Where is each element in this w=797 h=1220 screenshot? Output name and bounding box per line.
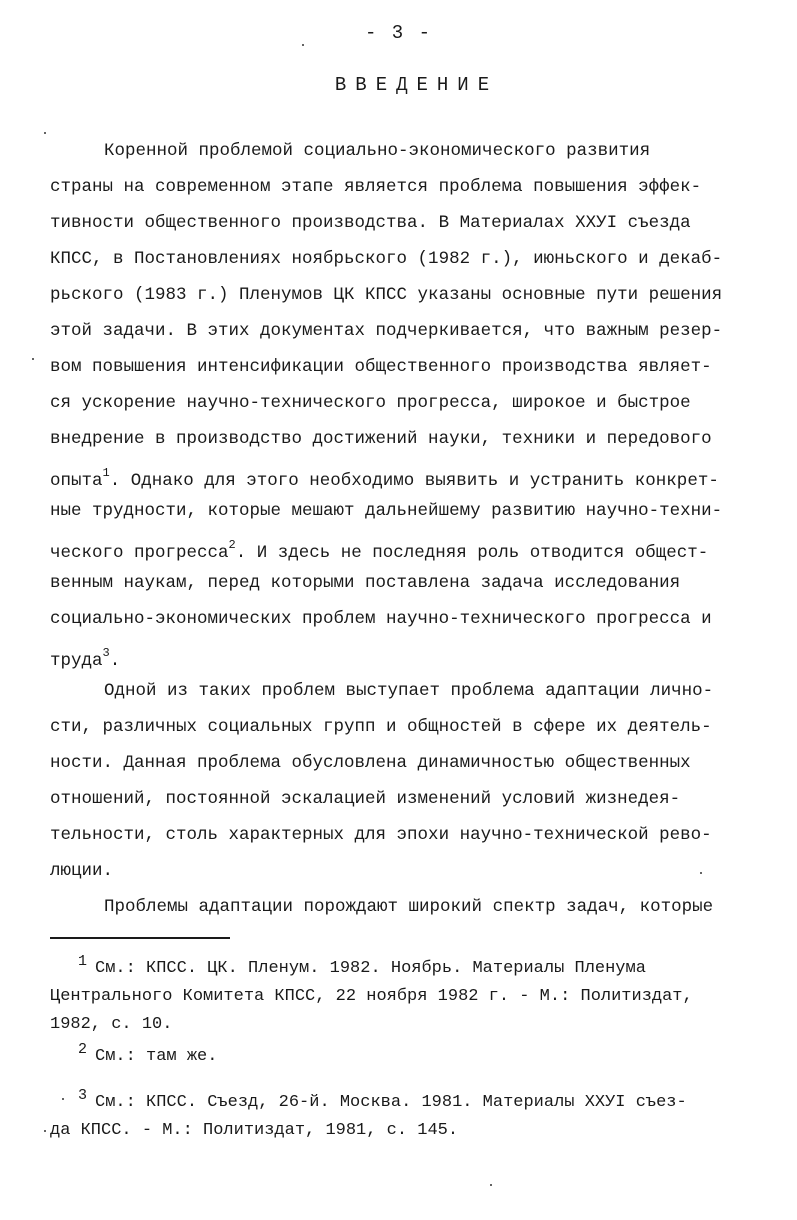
body-line: Проблемы адаптации порождают широкий спектр задач, которые [104,897,714,917]
body-line: социально-экономических проблем научно-технического прогресса и [50,609,712,629]
body-line [50,644,121,671]
footnote-line: да КПСС. - М.: Политиздат, 1981, с. 145. [50,1121,459,1140]
footnote-ref: 3 [102,646,110,660]
footnote-line [78,1087,687,1114]
body-line: сти, различных социальных групп и общностей в сфере их деятель- [50,717,712,737]
body-line: Коренной проблемой социально-экономического развития [104,141,651,161]
body-text: ческого прогресса [50,542,229,563]
scan-speck [62,1098,64,1100]
body-line: рьского (1983 г.) Пленумов ЦК КПСС указаны основные пути решения [50,285,723,305]
scan-speck [700,872,702,874]
footnote-line [78,953,646,980]
body-line: страны на современном этапе является проблема повышения эффек- [50,177,702,197]
body-line: Одной из таких проблем выступает проблема адаптации лично- [104,681,714,701]
scan-speck [44,132,46,134]
footnote-text: См.: КПСС. Съезд, 26-й. Москва. 1981. Материалы XXУI съез- [95,1093,687,1112]
body-text: опыта [50,470,103,491]
footnote-line: 1982, с. 10. [50,1015,173,1034]
footnote-ref: 2 [228,538,236,552]
page-number: - 3 - [364,22,432,44]
body-text: . [109,650,121,671]
body-line: этой задачи. В этих документах подчеркивается, что важным резер- [50,321,723,341]
footnote-mark: 2 [78,1041,88,1058]
footnote-line: Центрального Комитета КПСС, 22 ноября 1982 г. - М.: Политиздат, [50,987,693,1006]
scan-speck [44,1130,46,1132]
body-text: . И здесь не последняя роль отводится общест- [235,542,709,563]
body-line: внедрение в производство достижений науки, техники и передового [50,429,712,449]
scan-speck [302,44,304,46]
body-text: . Однако для этого необходимо выявить и устранить конкрет- [109,470,719,491]
body-line [50,536,709,563]
body-line: вом повышения интенсификации общественного производства являет- [50,357,712,377]
body-line: ные трудности, которые мешают дальнейшему развитию научно-техни- [50,501,723,521]
body-line: венным наукам, перед которыми поставлена задача исследования [50,573,681,593]
body-text: труда [50,650,103,671]
scan-speck [32,358,34,360]
body-line: люции. [50,861,114,881]
footnote-line [78,1041,218,1068]
body-line: тивности общественного производства. В Материалах XXУI съезда [50,213,691,233]
body-line: отношений, постоянной эскалацией изменений условий жизнедея- [50,789,681,809]
section-heading: ВВЕДЕНИЕ [334,74,499,96]
footnote-text: См.: там же. [95,1047,218,1066]
footnote-mark: 1 [78,953,88,970]
body-line [50,464,719,491]
footnote-divider [50,937,230,939]
scan-speck [490,1184,492,1186]
body-line: тельности, столь характерных для эпохи научно-технической рево- [50,825,712,845]
footnote-text: См.: КПСС. ЦК. Пленум. 1982. Ноябрь. Материалы Пленума [95,959,646,978]
footnote-ref: 1 [102,466,110,480]
footnote-mark: 3 [78,1087,88,1104]
body-line: ности. Данная проблема обусловлена динамичностью общественных [50,753,691,773]
body-line: ся ускорение научно-технического прогресса, широкое и быстрое [50,393,691,413]
body-line: КПСС, в Постановлениях ноябрьского (1982 г.), июньского и декаб- [50,249,723,269]
